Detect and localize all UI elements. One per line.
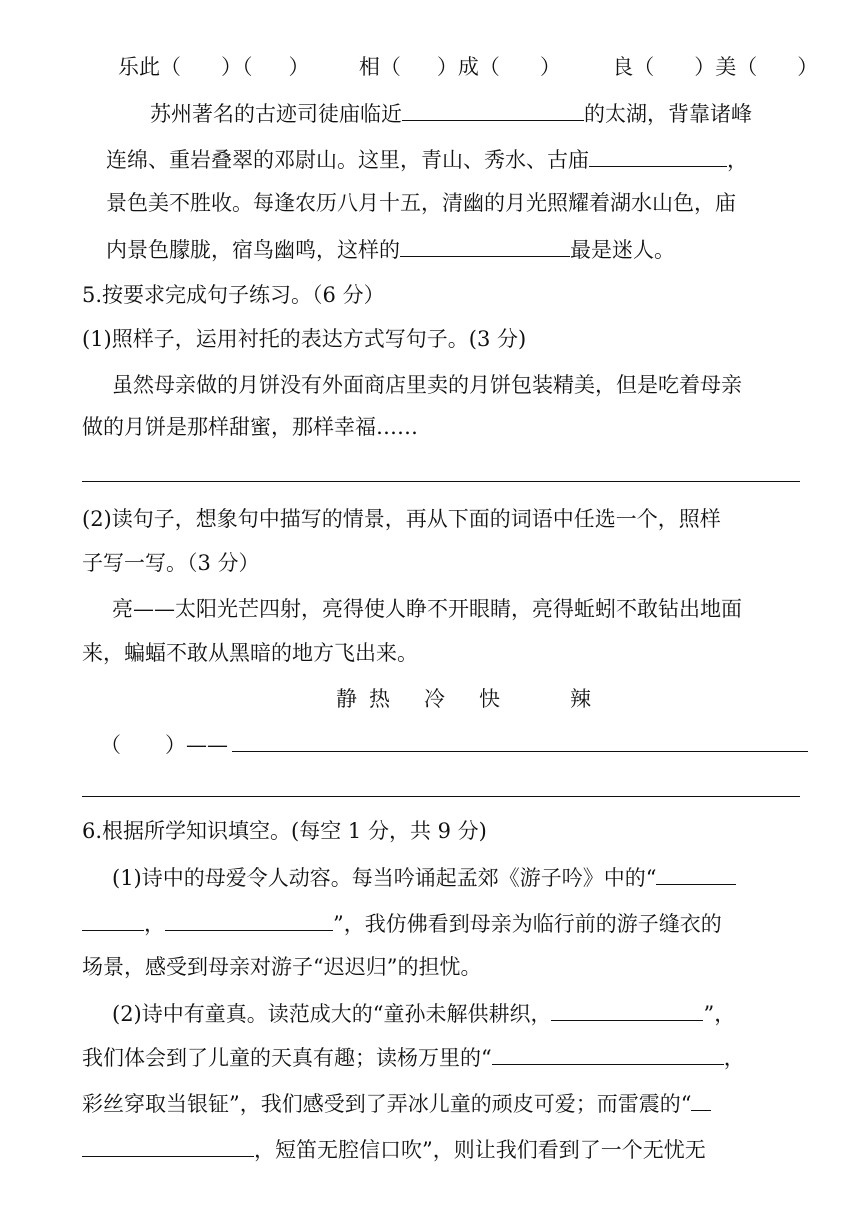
answer-blank[interactable]	[492, 1042, 724, 1065]
word-choice[interactable]: 热	[369, 687, 390, 711]
answer-line[interactable]	[232, 751, 808, 752]
idiom-2-part-a: 相（	[358, 55, 401, 79]
question-text: ，短笛无腔信口吹”，则让我们看到了一个无忧无	[254, 1138, 706, 1162]
fill-paren-open: （	[100, 733, 121, 757]
question-text: (2)诗中有童真。读范成大的“童孙未解供耕织，	[112, 1002, 552, 1026]
idiom-fill-line	[118, 52, 818, 82]
passage-line-3	[106, 188, 736, 218]
example-sentence-1-line-1: 虽然母亲做的月饼没有外面商店里卖的月饼包装精美，但是吃着母亲	[112, 373, 742, 397]
passage-text: ，	[727, 148, 748, 172]
idiom-1-part-a: 乐此（	[118, 55, 181, 79]
question-5-part-1-title: (1)照样子，运用衬托的表达方式写句子。(3 分)	[82, 327, 527, 351]
question-text: ”，	[703, 1002, 736, 1026]
idiom-3-part-a: 良（	[612, 55, 655, 79]
answer-blank[interactable]	[402, 98, 584, 121]
example-sentence-1-line-2: 做的月饼是那样甜蜜，那样幸福……	[82, 415, 418, 439]
idiom-3-part-b: ）美（	[694, 55, 758, 79]
idiom-2-part-c: ）	[539, 55, 561, 79]
question-text: ”，我仿佛看到母亲为临行前的游子缝衣的	[333, 912, 722, 936]
passage-text: 景色美不胜收。每逢农历八月十五，清幽的月光照耀着湖水山色，庙	[106, 191, 736, 215]
passage-line-2	[106, 144, 748, 175]
idiom-1-part-b: ）（	[221, 55, 253, 79]
question-5-part-2-title-line-1: (2)读句子，想象句中描写的情景，再从下面的词语中任选一个，照样	[82, 507, 721, 531]
passage-text: 最是迷人。	[570, 238, 675, 262]
answer-blank[interactable]	[691, 1088, 711, 1111]
q6-part-2-line-1	[112, 998, 735, 1029]
idiom-1-part-c: ）	[288, 55, 310, 79]
answer-blank[interactable]	[551, 998, 703, 1021]
question-5-part-2-title-line-2: 子写一写。（3 分）	[82, 551, 260, 575]
fill-paren-close: ）——	[165, 733, 228, 757]
example-sentence-2-line-1: 亮——太阳光芒四射，亮得使人睁不开眼睛，亮得蚯蚓不敢钻出地面	[112, 597, 742, 621]
passage-line-1	[150, 98, 752, 129]
answer-blank[interactable]	[656, 862, 736, 885]
word-choice[interactable]: 辣	[570, 687, 591, 711]
word-choice[interactable]: 快	[479, 687, 500, 711]
answer-blank[interactable]	[82, 908, 144, 931]
q6-part-2-line-4	[82, 1134, 706, 1165]
q6-part-2-line-2	[82, 1042, 745, 1073]
answer-blank[interactable]	[165, 908, 333, 931]
passage-text: 的太湖，背靠诸峰	[584, 102, 752, 126]
question-5-title: 5.按要求完成句子练习。（6 分）	[82, 283, 385, 307]
question-text: 我们体会到了儿童的天真有趣；读杨万里的“	[82, 1046, 492, 1070]
q6-part-2-line-3	[82, 1088, 711, 1119]
word-choice[interactable]: 静	[336, 687, 357, 711]
q6-part-1-line-2	[82, 908, 722, 939]
q6-part-1-line-1	[112, 862, 736, 893]
passage-line-4	[106, 234, 675, 265]
question-text: 彩丝穿取当银钲”，我们感受到了弄冰儿童的顽皮可爱；而雷震的“	[82, 1092, 692, 1116]
example-sentence-2-line-2: 来，蝙蝠不敢从黑暗的地方飞出来。	[82, 641, 418, 665]
passage-text: 苏州著名的古迹司徒庙临近	[150, 102, 402, 126]
question-text: ，	[144, 912, 165, 936]
answer-line[interactable]	[82, 796, 800, 797]
question-text: (1)诗中的母爱令人动容。每当吟诵起孟郊《游子吟》中的“	[112, 866, 657, 890]
question-6-title: 6.根据所学知识填空。(每空 1 分，共 9 分)	[82, 819, 487, 843]
passage-text: 内景色朦胧，宿鸟幽鸣，这样的	[106, 238, 400, 262]
passage-text: 连绵、重岩叠翠的邓尉山。这里，青山、秀水、古庙	[106, 148, 589, 172]
word-fill-line	[100, 730, 228, 760]
answer-blank[interactable]	[589, 144, 727, 167]
word-choices	[336, 684, 591, 714]
answer-blank[interactable]	[400, 234, 570, 257]
word-choice[interactable]: 冷	[424, 687, 445, 711]
question-text: ，	[723, 1046, 745, 1070]
answer-line[interactable]	[82, 481, 800, 482]
idiom-2-part-b: ）成（	[436, 55, 500, 79]
q6-part-1-line-3: 场景，感受到母亲对游子“迟迟归”的担忧。	[82, 955, 482, 979]
idiom-3-part-c: ）	[797, 55, 819, 79]
answer-blank[interactable]	[82, 1134, 254, 1157]
